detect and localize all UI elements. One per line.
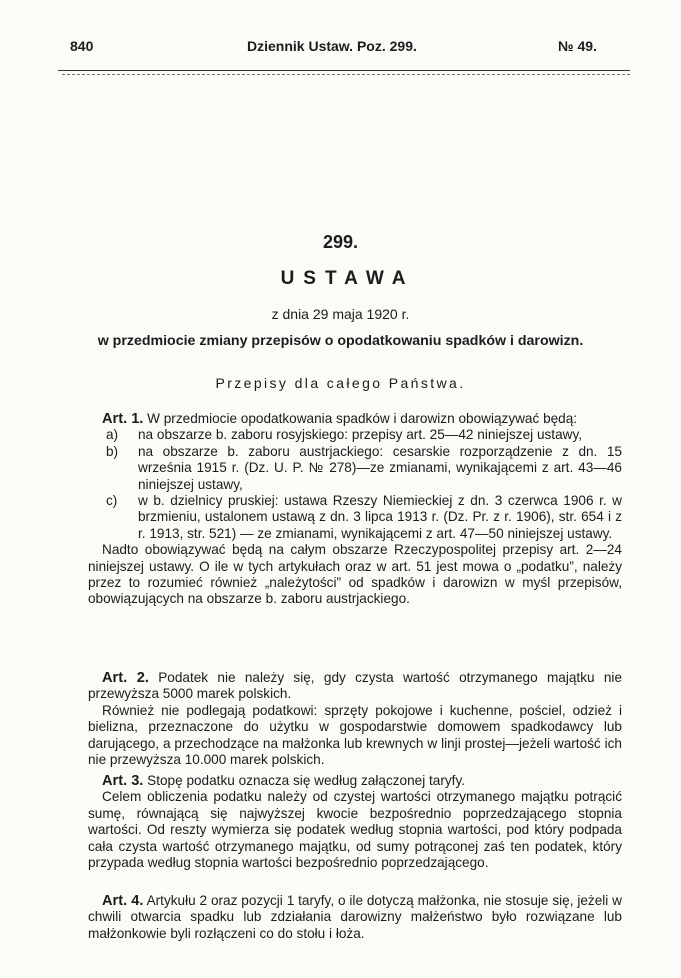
article-2: [88, 670, 622, 768]
list-item: [88, 493, 622, 542]
act-subject: [0, 332, 681, 350]
article-3-label: Art. 3.: [102, 773, 144, 789]
article-3-para2: Celem obliczenia podatku należy od czystej wartości otrzymanego majątku potrącić sumę, równającą się najwyższej kwocie bezpośrednio poprzedzającego stopnia wartości. Od reszty wymierza się podatek według stopnia wartości, pod który podpada cała czysta wartość otrzymanego majątku, od sumy potrąconej zaś ten podatek, który przypada według stopnia wartości bezpośrednio poprzedzającego.: [88, 789, 622, 871]
article-3-text: [88, 773, 622, 789]
page-number: 840: [70, 38, 94, 54]
article-4: [88, 893, 622, 942]
article-2-body: Podatek nie należy się, gdy czysta wartość otrzymanego majątku nie przewyższa 5000 marek polskich.: [88, 670, 623, 702]
article-4-text: [88, 893, 622, 942]
article-3: [88, 773, 622, 871]
article-4-body: Artykułu 2 oraz pozycji 1 taryfy, o ile dotyczą małżonka, nie stosuje się, jeżeli w chwili otwarcia spadku lub zdziałania darowizny małżeństwo było rozwiązane lub małżonkowie byli rozłączeni co do stołu i łoża.: [88, 893, 623, 941]
act-date: z dnia 29 maja 1920 r.: [271, 306, 410, 322]
journal-title: Dziennik Ustaw. Poz. 299.: [247, 38, 417, 54]
article-2-para2: Również nie podlegają podatkowi: sprzęty pokojowe i kuchenne, pościel, odzież i bielizna, przeznaczone do użytku w gospodarstwie domowem spadkodawcy lub darującego, a przechodzące na małżonka lub krewnych w linji prostej—jeżeli wartość ich nie przewyższa 10.000 marek polskich.: [88, 702, 622, 768]
position-number: 299.: [322, 232, 359, 252]
article-3-body: Stopę podatku oznacza się według załączonej taryfy.: [147, 773, 466, 788]
list-item: [88, 427, 622, 443]
article-2-label: Art. 2.: [102, 670, 149, 686]
act-subject-text: w przedmiocie zmiany przepisów o opodatkowaniu spadków i darowizn.: [97, 333, 584, 349]
list-item: [88, 444, 622, 493]
article-1-label: Art. 1.: [102, 411, 144, 427]
article-4-label: Art. 4.: [102, 893, 144, 909]
list-item-text: na obszarze b. zaboru rosyjskiego: przepisy art. 25—42 niniejszej ustawy,: [138, 427, 583, 443]
article-1-intro-text: W przedmiocie opodatkowania spadków i darowizn obowiązywać będą:: [147, 411, 578, 426]
header-rule: [58, 70, 630, 71]
header-rule-secondary: [62, 74, 630, 75]
article-2-text: [88, 670, 622, 703]
list-item-text: na obszarze b. zaboru austrjackiego: cesarskie rozporządzenie z dn. 15 września 1915 r. (Dz. U. P. № 278)—ze zmianami, wynikającemi z art. 43—46 niniejszej ustawy,: [138, 443, 622, 492]
article-1: [88, 411, 622, 608]
act-title: USTAWA: [280, 268, 415, 289]
act-scope: Przepisy dla całego Państwa.: [215, 375, 466, 391]
issue-number: № 49.: [558, 38, 597, 54]
list-item-label: c): [106, 493, 118, 509]
list-item-label: a): [106, 427, 119, 443]
list-item-label: b): [106, 443, 119, 459]
list-item-text: w b. dzielnicy pruskiej: ustawa Rzeszy Niemieckiej z dn. 3 czerwca 1906 r. w brzmieniu, ustalonem ustawą z dn. 3 lipca 1913 r. (Dz. Pr. z r. 1906), str. 654 i z r. 1913, str. 521) — ze zmianami, wynikającemi z art. 47—50 niniejszej ustawy.: [138, 493, 622, 541]
article-1-intro: [88, 411, 622, 427]
article-1-closing: Nadto obowiązywać będą na całym obszarze Rzeczypospolitej przepisy art. 2—24 niniejszej ustawy. O ile w tych artykułach oraz w art. 51 jest mowa o „podatku”, należy przez to rozumieć również „należytości” od spadków i darowizn w myśl przepisów, obowiązujących na obszarze b. zaboru austrjackiego.: [88, 542, 622, 607]
